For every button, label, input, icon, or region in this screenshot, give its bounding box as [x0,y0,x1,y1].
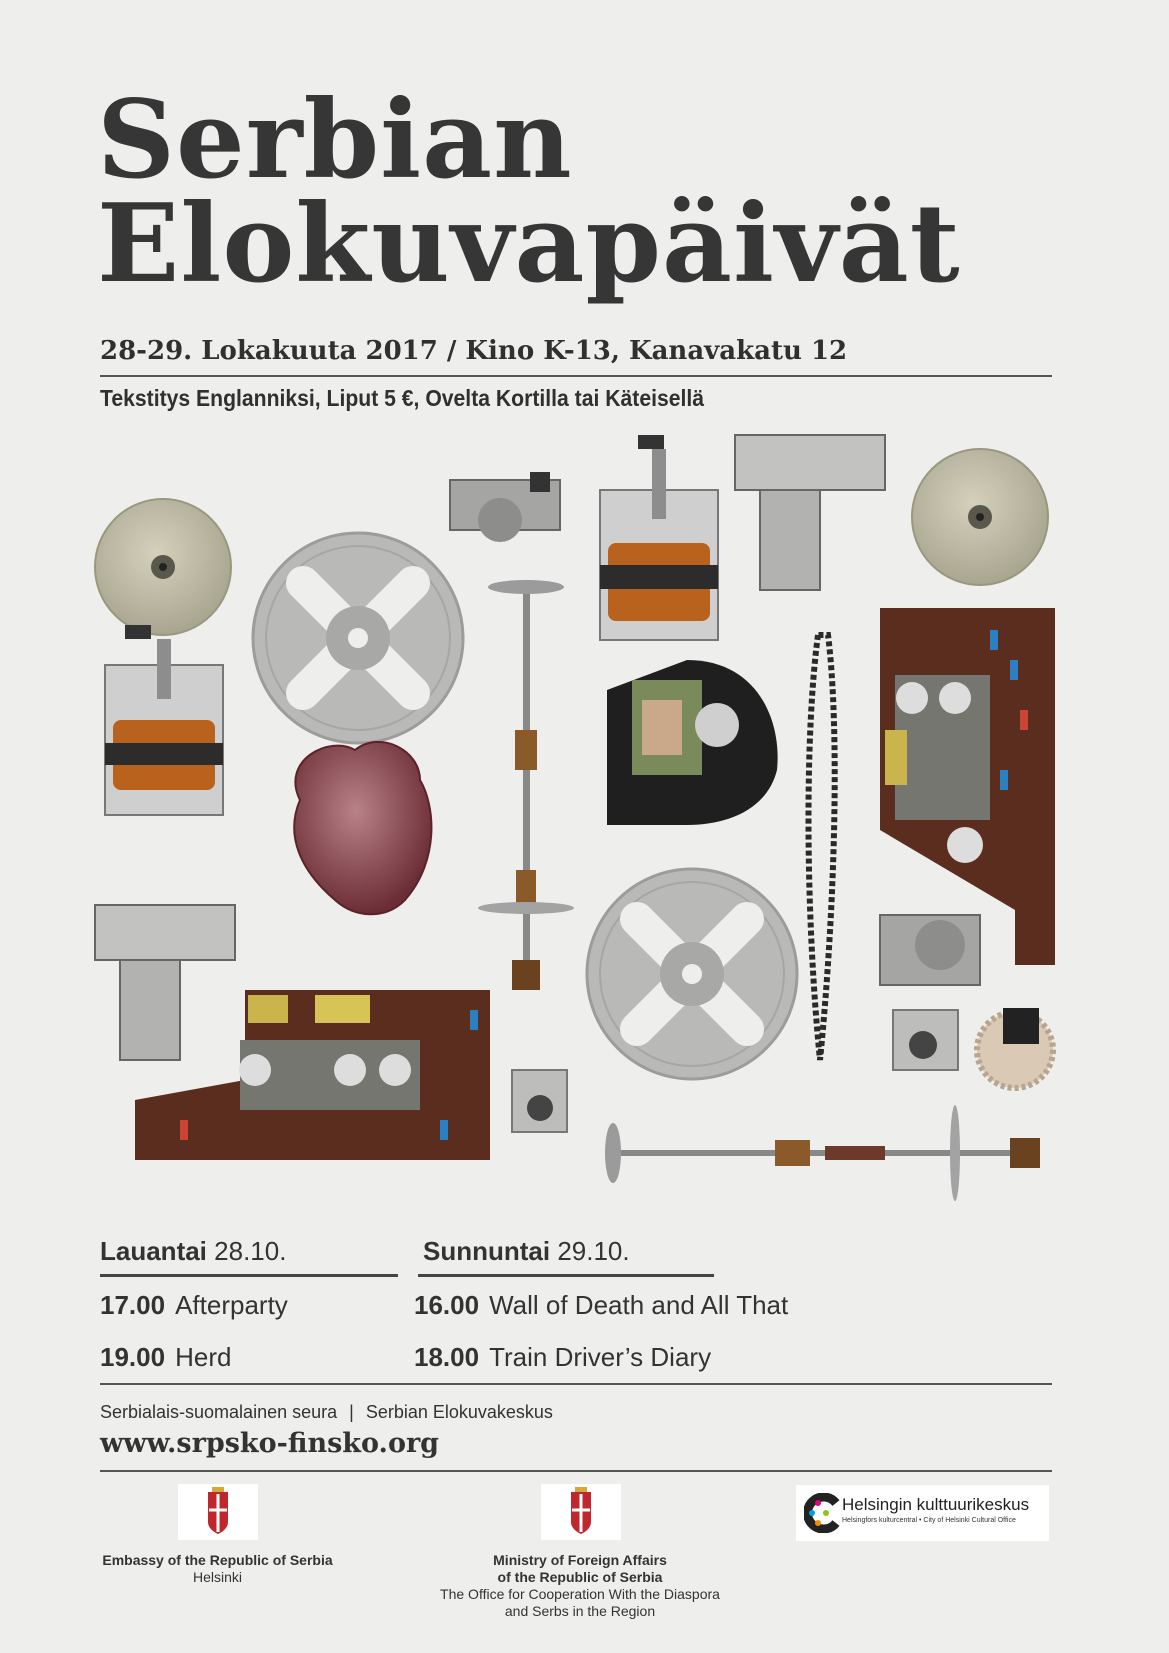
screening-time: 16.00 [414,1290,480,1320]
screening-time: 17.00 [100,1290,166,1320]
sunday-heading [423,1236,630,1267]
serbian-coat-of-arms-icon [541,1484,621,1540]
sunday-day: Sunnuntai [423,1236,551,1266]
film-reel-top [253,533,463,743]
circuit-board-left [135,990,490,1160]
saturday-rule [100,1274,398,1277]
chain [808,635,834,1060]
lens-unit-right [893,1010,958,1070]
title-line-2: Elokuvapäivät [97,181,961,307]
ministry-name-1: Ministry of Foreign Affairs [493,1552,667,1568]
helsinki-logo-name: Helsingin kulttuurikeskus [842,1495,1030,1514]
organizers [100,1402,553,1423]
organizer-2: Serbian Elokuvakeskus [365,1402,553,1422]
screening-sat-1 [100,1290,288,1321]
divider [100,1383,1052,1385]
event-date-venue: 28-29. Lokakuuta 2017 / Kino K-13, Kanavakatu 12 [100,336,848,366]
screening-film: Afterparty [175,1290,288,1320]
film-reel-bottom [587,869,797,1079]
ministry-caption [420,1552,740,1620]
disc-right [912,449,1048,585]
ministry-emblem [541,1484,621,1540]
bracket-latch-left [95,905,235,1060]
helsinki-cultural-office-logo [796,1485,1049,1541]
organizer-1: Serbialais-suomalainen seura [100,1402,338,1422]
ministry-office-2: and Serbs in the Region [504,1603,656,1619]
website-link[interactable]: www.srpsko-finsko.org [100,1428,440,1459]
heart [294,742,431,914]
saturday-day: Lauantai [100,1236,207,1266]
ticket-info: Tekstitys Englanniksi, Liput 5 €, Ovelta Kortilla tai Käteisellä [100,385,705,411]
shaft-horizontal [605,1105,1040,1201]
ministry-office-1: The Office for Cooperation With the Diaspora [440,1586,720,1602]
disc-left [95,499,231,635]
embassy-name: Embassy of the Republic of Serbia [102,1552,333,1568]
screening-time: 19.00 [100,1342,166,1372]
screening-film: Train Driver’s Diary [489,1342,712,1372]
poster-title [97,77,961,307]
motor-small-right [880,915,980,985]
divider [100,1470,1052,1472]
serbian-coat-of-arms-icon [178,1484,258,1540]
lens-unit-center [512,1070,567,1132]
bracket-small [450,472,560,542]
embassy-city: Helsinki [192,1569,242,1585]
shaft-vertical [478,580,574,990]
helsinki-logo-subtitle: Helsingfors kulturcentral • City of Helsinki Cultural Office [842,1517,1016,1524]
sunday-rule [418,1274,714,1277]
gear [977,1008,1053,1088]
saturday-date: 28.10. [214,1236,287,1266]
bracket-latch-top [735,435,885,590]
circuit-board-right [880,608,1055,965]
blower-fan [607,660,778,825]
embassy-emblem [178,1484,258,1540]
screening-sun-1 [414,1290,788,1321]
divider [100,375,1052,377]
screening-sat-2 [100,1342,231,1373]
motor-top [600,435,718,640]
screening-sun-2 [414,1342,711,1373]
sunday-date: 29.10. [557,1236,630,1266]
screening-film: Herd [175,1342,232,1372]
embassy-caption [90,1552,345,1586]
screening-film: Wall of Death and All That [489,1290,789,1320]
ministry-name-2: of the Republic of Serbia [497,1569,663,1585]
saturday-heading [100,1236,286,1267]
organizer-separator: | [349,1402,354,1422]
machine-parts-illustration [0,430,1169,1220]
motor-left [105,625,223,815]
screening-time: 18.00 [414,1342,480,1372]
kulttuurikeskus-c-icon [804,1493,844,1533]
title-line-1: Serbian [97,77,573,203]
